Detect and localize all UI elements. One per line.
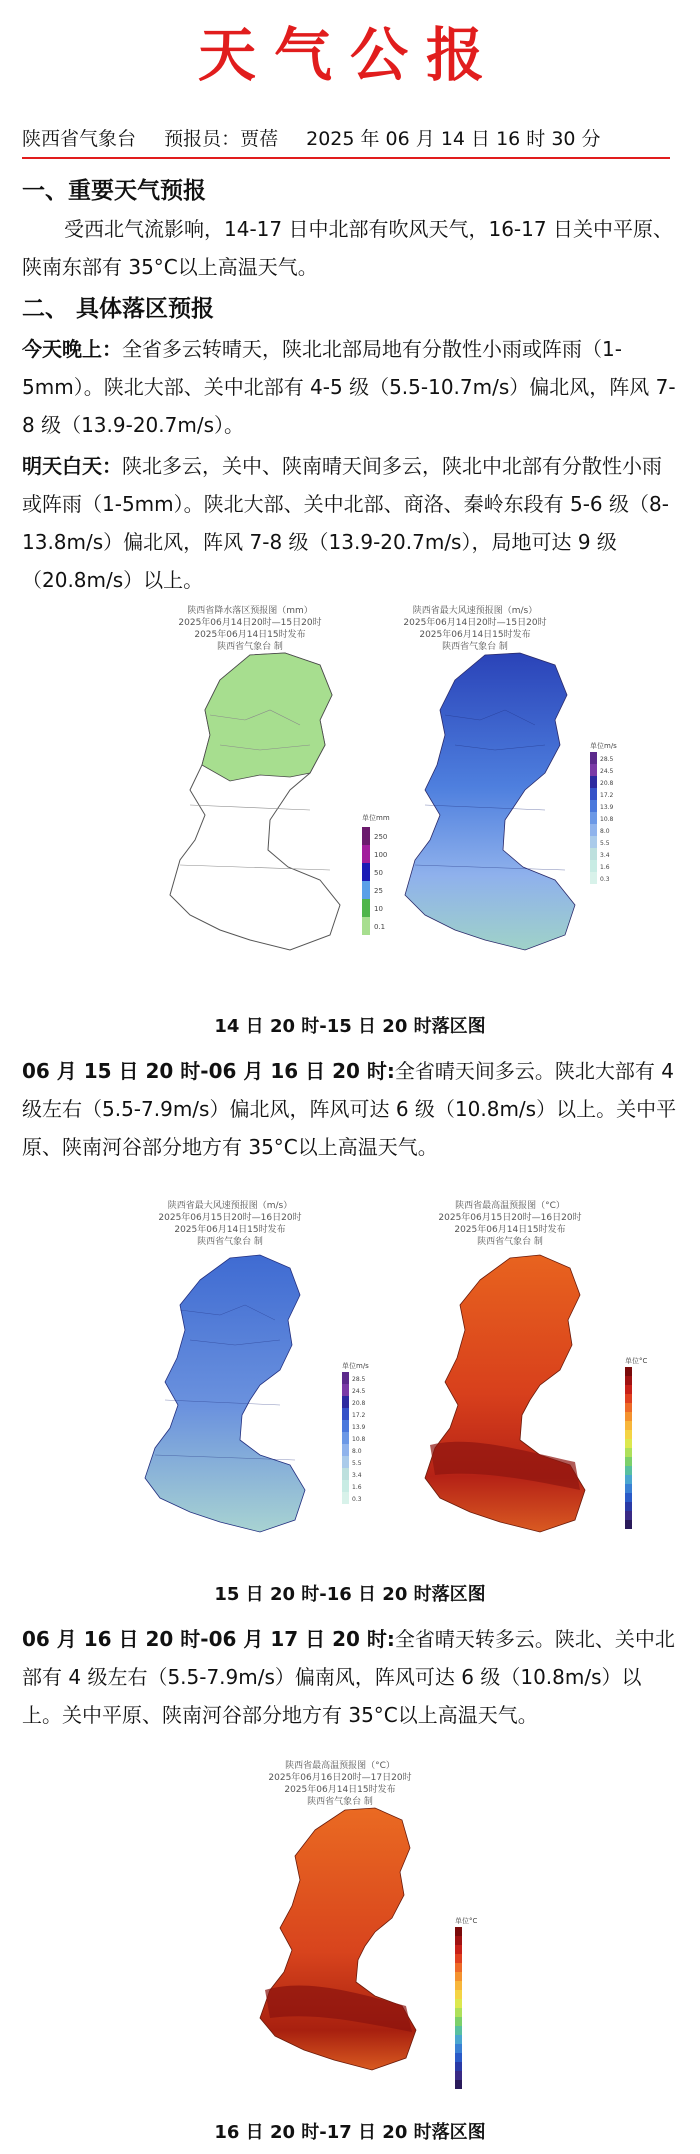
legend-swatch	[625, 1484, 632, 1493]
legend-swatch	[590, 776, 597, 788]
period-3-label: 06 月 16 日 20 时-06 月 17 日 20 时:	[22, 1627, 395, 1651]
map-period: 2025年06月15日20时—16日20时	[438, 1213, 582, 1223]
tomorrow-label: 明天白天：	[22, 454, 122, 478]
map-issued: 2025年06月14日15时发布	[284, 1785, 396, 1795]
legend-label: 13.9	[352, 1424, 366, 1431]
temp-legend-2	[625, 1355, 675, 1545]
legend-swatch	[455, 2071, 462, 2080]
legend-swatch	[590, 824, 597, 836]
rain-map-graphic	[150, 605, 410, 1000]
legend-label: 28.5	[352, 1376, 366, 1383]
legend-unit: 单位m/s	[590, 742, 617, 750]
temp-map-graphic	[400, 1200, 620, 1580]
header-info	[22, 124, 670, 159]
period-2-paragraph	[22, 1052, 678, 1166]
legend-swatch	[455, 2008, 462, 2017]
legend-swatch	[590, 872, 597, 884]
legend-label: 5.5	[352, 1460, 362, 1467]
legend-label: 0.1	[374, 923, 386, 931]
legend-label: 25	[374, 887, 383, 895]
period-2-text: 全省晴天间多云。陕北大部有 4 级左右（5.5-7.9m/s）偏北风，阵风可达 6 级（10.8m/s）以上。关中平原、陕南河谷部分地方有 35°C以上高温天气。	[22, 1059, 677, 1159]
legend-swatch	[625, 1502, 632, 1511]
legend-swatch	[455, 2053, 462, 2062]
tonight-label: 今天晚上：	[22, 337, 122, 361]
legend-label: 17.2	[600, 792, 614, 799]
legend-swatch	[625, 1421, 632, 1430]
legend-swatch	[342, 1444, 349, 1456]
legend-swatch	[625, 1448, 632, 1457]
legend-swatch	[455, 2035, 462, 2044]
map-issued: 2025年06月14日15时发布	[194, 630, 306, 640]
legend-label: 1.6	[600, 864, 610, 871]
map-title: 陕西省最高温预报图（°C）	[455, 1201, 565, 1211]
legend-swatch	[625, 1430, 632, 1439]
legend-swatch	[342, 1372, 349, 1384]
legend-swatch	[625, 1394, 632, 1403]
legend-swatch	[625, 1367, 632, 1376]
legend-swatch	[590, 752, 597, 764]
legend-swatch	[590, 788, 597, 800]
map-title: 陕西省最大风速预报图（m/s）	[167, 1201, 293, 1211]
map-issued: 2025年06月14日15时发布	[174, 1225, 286, 1235]
legend-swatch	[455, 1936, 462, 1945]
page-title: 天气公报	[197, 21, 502, 89]
figure-caption-3: 16 日 20 时-17 日 20 时落区图	[214, 2122, 486, 2143]
legend-swatch	[625, 1511, 632, 1520]
important-text: 受西北气流影响，14-17 日中北部有吹风天气，16-17 日关中平原、陕南东部有 35°C以上高温天气。	[22, 217, 673, 279]
legend-label: 0.3	[600, 876, 610, 883]
map-maker: 陕西省气象台 制	[197, 1237, 263, 1247]
legend-swatch	[625, 1376, 632, 1385]
figure-caption-1: 14 日 20 时-15 日 20 时落区图	[214, 1016, 486, 1037]
legend-swatch	[342, 1492, 349, 1504]
map-title: 陕西省最高温预报图（°C）	[285, 1761, 395, 1771]
legend-label: 13.9	[600, 804, 614, 811]
legend-swatch	[342, 1432, 349, 1444]
legend-swatch	[625, 1439, 632, 1448]
legend-swatch	[625, 1385, 632, 1394]
legend-swatch	[455, 2026, 462, 2035]
tonight-text: 全省多云转晴天，陕北北部局地有分散性小雨或阵雨（1-5mm）。陕北大部、关中北部有 4-5 级（5.5-10.7m/s）偏北风，阵风 7-8 级（13.9-20.7m/s）。	[22, 337, 676, 437]
wind-map-graphic	[120, 1200, 340, 1580]
legend-label: 10	[374, 905, 383, 913]
legend-swatch	[590, 860, 597, 872]
legend-swatch	[455, 1972, 462, 1981]
legend-swatch	[455, 2017, 462, 2026]
legend-swatch	[590, 800, 597, 812]
legend-swatch	[590, 836, 597, 848]
legend-label: 8.0	[352, 1448, 362, 1455]
legend-unit: 单位m/s	[342, 1362, 369, 1370]
wind-map-1	[375, 605, 575, 1000]
map-maker: 陕西省气象台 制	[217, 642, 283, 652]
legend-label: 20.8	[352, 1400, 366, 1407]
legend-label: 24.5	[352, 1388, 366, 1395]
legend-swatch	[455, 1990, 462, 1999]
legend-label: 8.0	[600, 828, 610, 835]
map-maker: 陕西省气象台 制	[477, 1237, 543, 1247]
legend-label: 0.3	[352, 1496, 362, 1503]
legend-swatch	[625, 1475, 632, 1484]
legend-swatch	[455, 1927, 462, 1936]
period-3-paragraph	[22, 1620, 678, 1734]
legend-label: 50	[374, 869, 383, 877]
map-title: 陕西省降水落区预报图（mm）	[187, 606, 313, 616]
section-heading-area: 二、 具体落区预报	[22, 296, 215, 322]
legend-label: 1.6	[352, 1484, 362, 1491]
legend-swatch	[342, 1468, 349, 1480]
legend-swatch	[455, 1999, 462, 2008]
map-issued: 2025年06月14日15时发布	[454, 1225, 566, 1235]
legend-swatch	[455, 1963, 462, 1972]
map-issued: 2025年06月14日15时发布	[419, 630, 531, 640]
forecaster: 预报员：贾蓓	[164, 128, 279, 150]
legend-swatch	[342, 1420, 349, 1432]
legend-label: 17.2	[352, 1412, 366, 1419]
legend-label: 3.4	[352, 1472, 362, 1479]
map-maker: 陕西省气象台 制	[442, 642, 508, 652]
legend-swatch	[455, 1981, 462, 1990]
tomorrow-paragraph	[22, 447, 678, 599]
legend-label: 10.8	[600, 816, 614, 823]
legend-label: 10.8	[352, 1436, 366, 1443]
section-heading-important: 一、重要天气预报	[22, 178, 206, 204]
wind-map-2	[120, 1200, 340, 1580]
legend-swatch	[625, 1466, 632, 1475]
tomorrow-text: 陕北多云，关中、陕南晴天间多云，陕北中北部有分散性小雨或阵雨（1-5mm）。陕北大部、关中北部、商洛、秦岭东段有 5-6 级（8-13.8m/s）偏北风，阵风 7-8 级（13.9-20.7m/s），局地可达 9 级（20.8m/s）以上。	[22, 454, 669, 592]
legend-swatch	[455, 1945, 462, 1954]
rain-map-1	[150, 605, 390, 1000]
legend-label: 100	[374, 851, 388, 859]
tonight-paragraph	[22, 330, 678, 444]
legend-swatch	[625, 1520, 632, 1529]
map-period: 2025年06月14日20时—15日20时	[178, 618, 322, 628]
map-title: 陕西省最大风速预报图（m/s）	[412, 606, 538, 616]
legend-swatch	[342, 1408, 349, 1420]
map-maker: 陕西省气象台 制	[307, 1797, 373, 1807]
legend-label: 5.5	[600, 840, 610, 847]
legend-swatch	[590, 812, 597, 824]
legend-swatch	[342, 1396, 349, 1408]
legend-unit: 单位°C	[625, 1357, 648, 1365]
period-3-text: 全省晴天转多云。陕北、关中北部有 4 级左右（5.5-7.9m/s）偏南风，阵风可达 6 级（10.8m/s）以上。关中平原、陕南河谷部分地方有 35°C以上高温天气。	[22, 1627, 675, 1727]
legend-swatch	[590, 764, 597, 776]
legend-unit: 单位°C	[455, 1917, 478, 1925]
legend-label: 250	[374, 833, 388, 841]
legend-label: 20.8	[600, 780, 614, 787]
legend-swatch	[342, 1480, 349, 1492]
legend-label: 3.4	[600, 852, 610, 859]
legend-swatch	[342, 1456, 349, 1468]
legend-label: 24.5	[600, 768, 614, 775]
map-period: 2025年06月16日20时—17日20时	[268, 1773, 412, 1783]
legend-swatch	[455, 2080, 462, 2089]
legend-swatch	[455, 2062, 462, 2071]
issue-time: 2025 年 06 月 14 日 16 时 30 分	[306, 128, 601, 150]
map-period: 2025年06月14日20时—15日20时	[403, 618, 547, 628]
legend-swatch	[625, 1457, 632, 1466]
map-period: 2025年06月15日20时—16日20时	[158, 1213, 302, 1223]
legend-unit: 单位mm	[362, 814, 390, 822]
period-2-label: 06 月 15 日 20 时-06 月 16 日 20 时:	[22, 1059, 395, 1083]
temp-legend-3	[455, 1915, 505, 2105]
legend-swatch	[590, 848, 597, 860]
legend-swatch	[455, 1954, 462, 1963]
agency-name: 陕西省气象台	[22, 128, 137, 150]
legend-swatch	[625, 1403, 632, 1412]
temp-map-2	[400, 1200, 620, 1580]
temp-map-graphic	[230, 1760, 450, 2120]
legend-swatch	[342, 1384, 349, 1396]
wind-legend-2	[342, 1360, 392, 1510]
legend-swatch	[625, 1412, 632, 1421]
legend-swatch	[625, 1493, 632, 1502]
legend-label: 28.5	[600, 756, 614, 763]
wind-legend-1	[590, 740, 640, 890]
figure-caption-2: 15 日 20 时-16 日 20 时落区图	[214, 1584, 486, 1605]
legend-swatch	[455, 2044, 462, 2053]
temp-map-3	[230, 1760, 450, 2120]
